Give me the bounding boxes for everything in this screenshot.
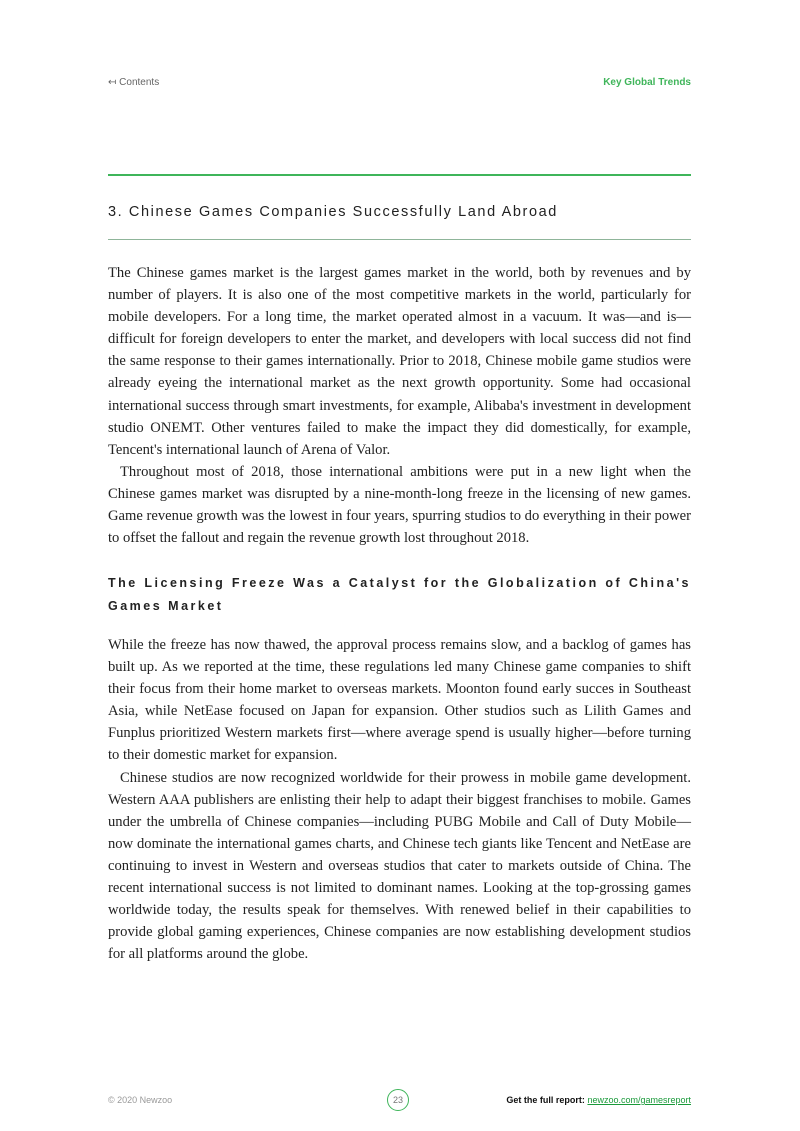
intro-section	[108, 262, 691, 549]
contents-link[interactable]	[108, 77, 159, 88]
section-title: Key Global Trends	[603, 77, 691, 88]
page-number: 23	[387, 1089, 409, 1111]
contents-label: Contents	[119, 77, 160, 88]
page-title: 3. Chinese Games Companies Successfully Land Abroad	[108, 204, 558, 220]
cta-label: Get the full report:	[506, 1095, 585, 1105]
subheading: The Licensing Freeze Was a Catalyst for the Globalization of China's Games Market	[108, 576, 691, 613]
copyright: © 2020 Newzoo	[108, 1095, 173, 1105]
paragraph: While the freeze has now thawed, the approval process remains slow, and a backlog of games has built up. As we reported at the time, these regulations led many Chinese game companies to shift their focus from their home market to overseas markets. Moonton found early succes in Southeast Asia, while NetEase focused on Japan for expansion. Other studios such as Lilith Games and Funplus prioritized Western markets first—where average spend is usually higher—before turning to their domestic market for expansion.	[108, 637, 691, 764]
back-arrow-icon: ↤	[108, 77, 117, 88]
freeze-section	[108, 634, 691, 965]
report-link[interactable]: newzoo.com/gamesreport	[587, 1095, 691, 1105]
title-divider	[108, 239, 691, 240]
paragraph: Chinese studios are now recognized worldwide for their prowess in mobile game development. Western AAA publishers are enlisting their help to adapt their biggest franchises to mobile. Games under the umbrella of Chinese companies—including PUBG Mobile and Call of Duty Mobile—now dominate the international games charts, and Chinese tech giants like Tencent and NetEase are continuing to invest in Western and overseas studios that cater to markets outside of China. The recent international success is not limited to dominant names. Looking at the top-grossing games worldwide today, the results speak for themselves. With renewed belief in their capabilities to provide global gaming experiences, Chinese companies are now establishing development studios for all platforms around the globe.	[108, 769, 691, 963]
report-cta	[506, 1095, 691, 1105]
paragraph: Throughout most of 2018, those international ambitions were put in a new light when the Chinese games market was disrupted by a nine-month-long freeze in the licensing of new games. Game revenue growth was the lowest in four years, spurring studios to do everything in their power to offset the fallout and regain the revenue growth lost throughout 2018.	[108, 463, 691, 547]
top-divider	[108, 174, 691, 176]
paragraph: The Chinese games market is the largest games market in the world, both by revenues and by number of players. It is also one of the most competitive markets in the world, particularly for mobile developers. For a long time, the market operated almost in a vacuum. It was—and is—difficult for foreign developers to enter the market, and developers with local success did not find the same response to their games internationally. Prior to 2018, Chinese mobile game studios were already eyeing the international market as the next growth opportunity. Some had occasional international success through smart investments, for example, Alibaba's investment in development studio ONEMT. Other ventures failed to make the impact they did domestically, for example, Tencent's international launch of Arena of Valor.	[108, 265, 691, 458]
